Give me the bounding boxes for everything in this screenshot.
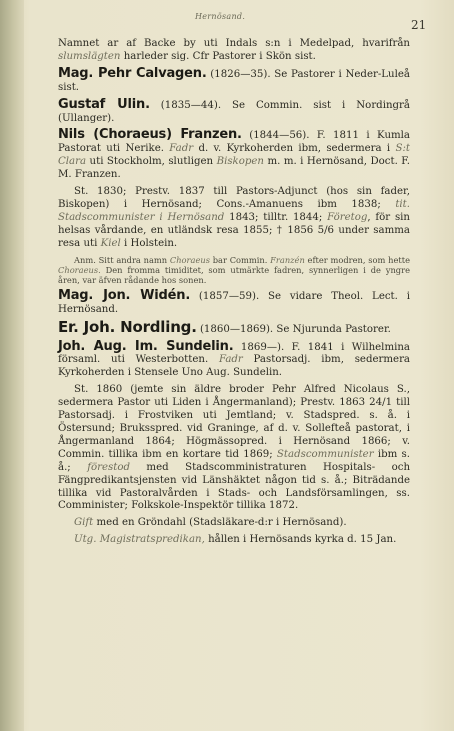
- italic-text: Biskopen: [216, 156, 264, 168]
- entry-name: Nils (Choraeus) Franzen.: [58, 127, 242, 143]
- body-text: Anm. Sitt andra namn: [74, 254, 170, 265]
- body-text: Pastorsadj. ibm, sedermera Kyrkoherden i Stensele Uno Aug. Sundelin.: [58, 354, 411, 379]
- italic-text: Choraeus: [169, 254, 210, 265]
- body-text: efter modren, som hette: [304, 254, 410, 265]
- entry-name: Gustaf Ulin.: [58, 96, 150, 112]
- italic-text: S:t Clara: [58, 143, 411, 168]
- body-text: (1857—59). Se vidare Theol. Lect. i Hernösand.: [58, 290, 410, 315]
- body-text: i Holstein.: [120, 237, 178, 249]
- body-text: Den fromma timiditet, som utmärkte fadren, synnerligen i de yngre åren, var äfven rådande hos sonen.: [58, 265, 410, 286]
- entry-paragraph: [58, 96, 410, 126]
- entry-name: Mag. Pehr Calvagen.: [58, 65, 207, 81]
- body-text: m. m. i Hernösand, Doct. F. M. Franzen.: [58, 156, 410, 181]
- body-text: d. v. Kyrkoherden ibm, sedermera i: [193, 143, 396, 155]
- body-text: Namnet ar af Backe by uti Indals s:n i Medelpad, hvarifrån: [58, 38, 410, 49]
- body-text: harleder sig. Cfr Pastorer i Skön sist.: [120, 50, 316, 62]
- entry-paragraph: [58, 65, 410, 95]
- page-number: 21: [411, 18, 427, 32]
- body-paragraph: [58, 517, 410, 530]
- page-body: [58, 38, 410, 551]
- body-text: St. 1830; Prestv. 1837 till Pastors-Adjunct (hos sin fader, Biskopen) i Hernösand; Cons.-Amanuens ibm 1838;: [58, 186, 410, 210]
- body-text: hållen i Hernösands kyrka d. 15 Jan.: [204, 534, 397, 546]
- note-paragraph: [58, 255, 410, 286]
- entry-paragraph: [58, 338, 411, 381]
- italic-text: Kiel: [100, 237, 121, 249]
- italic-text: Franzén: [270, 254, 305, 265]
- italic-text: Företog: [327, 211, 368, 223]
- body-paragraph: [58, 38, 410, 64]
- italic-text: Utg.: [74, 534, 97, 546]
- body-paragraph: [58, 534, 410, 547]
- book-gutter: [0, 0, 24, 731]
- body-text: (1826—35). Se Pastorer i Neder-Luleå sist.: [58, 68, 410, 93]
- body-text: 1843; tilltr. 1844;: [224, 211, 328, 223]
- italic-text: Fadr: [169, 143, 194, 155]
- body-text: St. 1860 (jemte sin äldre broder Pehr Alfred Nicolaus S., sedermera Pastor uti Liden i Ångermanland); Prestv. 1863 24/1 till Pastorsadj. i Frostviken uti Jemtland; v. Stadspred. s. å. i Östersund; Bruksspred. vid Graninge, af d. v. Sollefteå pastorat, i Ångermanland 1864; Högmässopred. i Hernösand 1866; v. Commin. tillika ibm en kortare tid 1869;: [58, 384, 410, 460]
- entry-paragraph: [58, 317, 410, 337]
- body-text: uti Stockholm, slutligen: [86, 156, 217, 168]
- italic-text: Stadscommunister: [276, 448, 374, 460]
- body-paragraph: [58, 384, 410, 513]
- italic-text: Magistratspredikan,: [99, 534, 205, 546]
- italic-text: Gift: [74, 517, 94, 529]
- body-text: (1860—1869). Se Njurunda Pastorer.: [196, 323, 391, 335]
- entry-name: Er. Joh. Nordling.: [58, 317, 197, 336]
- body-text: med en Gröndahl (Stadsläkare-d:r i Hernösand).: [93, 517, 347, 529]
- body-paragraph: [58, 186, 410, 251]
- entry-paragraph: [58, 287, 410, 317]
- body-text: 1869—). F. 1841 i Wilhelmina församl. uti Westerbotten.: [58, 341, 410, 366]
- italic-text: Choraeus.: [58, 265, 101, 275]
- italic-text: slumslägten: [58, 50, 121, 62]
- body-text: bar Commin.: [209, 254, 271, 265]
- body-text: , för sin helsas vårdande, en utländsk resa 1855; † 1856 5/6 under samma resa uti: [58, 211, 410, 249]
- body-text: (1844—56). F. 1811 i Kumla Pastorat uti Nerike.: [58, 130, 410, 155]
- body-text: ibm s. å.;: [58, 448, 410, 473]
- body-text: med Stadscomministraturen Hospitals- och Fängpredikantsjensten vid Länshäktet någon tid s. å.; Biträdande tillika vid Pastoralvården i Stads- och Landsförsamlingen, ss. Comminister; Folkskole-Inspektör tillika 1872.: [58, 461, 411, 512]
- body-text: (1835—44). Se Commin. sist i Nordingrå (Ullanger).: [58, 99, 410, 124]
- entry-paragraph: [58, 129, 410, 182]
- italic-text: Fadr: [218, 354, 243, 366]
- italic-text: tit. Stadscommunister i Hernösand: [58, 198, 410, 223]
- italic-text: förestod: [87, 461, 130, 473]
- running-title: Hernösand.: [195, 12, 246, 21]
- entry-name: Joh. Aug. Im. Sundelin.: [58, 338, 234, 354]
- entry-name: Mag. Jon. Widén.: [58, 287, 191, 303]
